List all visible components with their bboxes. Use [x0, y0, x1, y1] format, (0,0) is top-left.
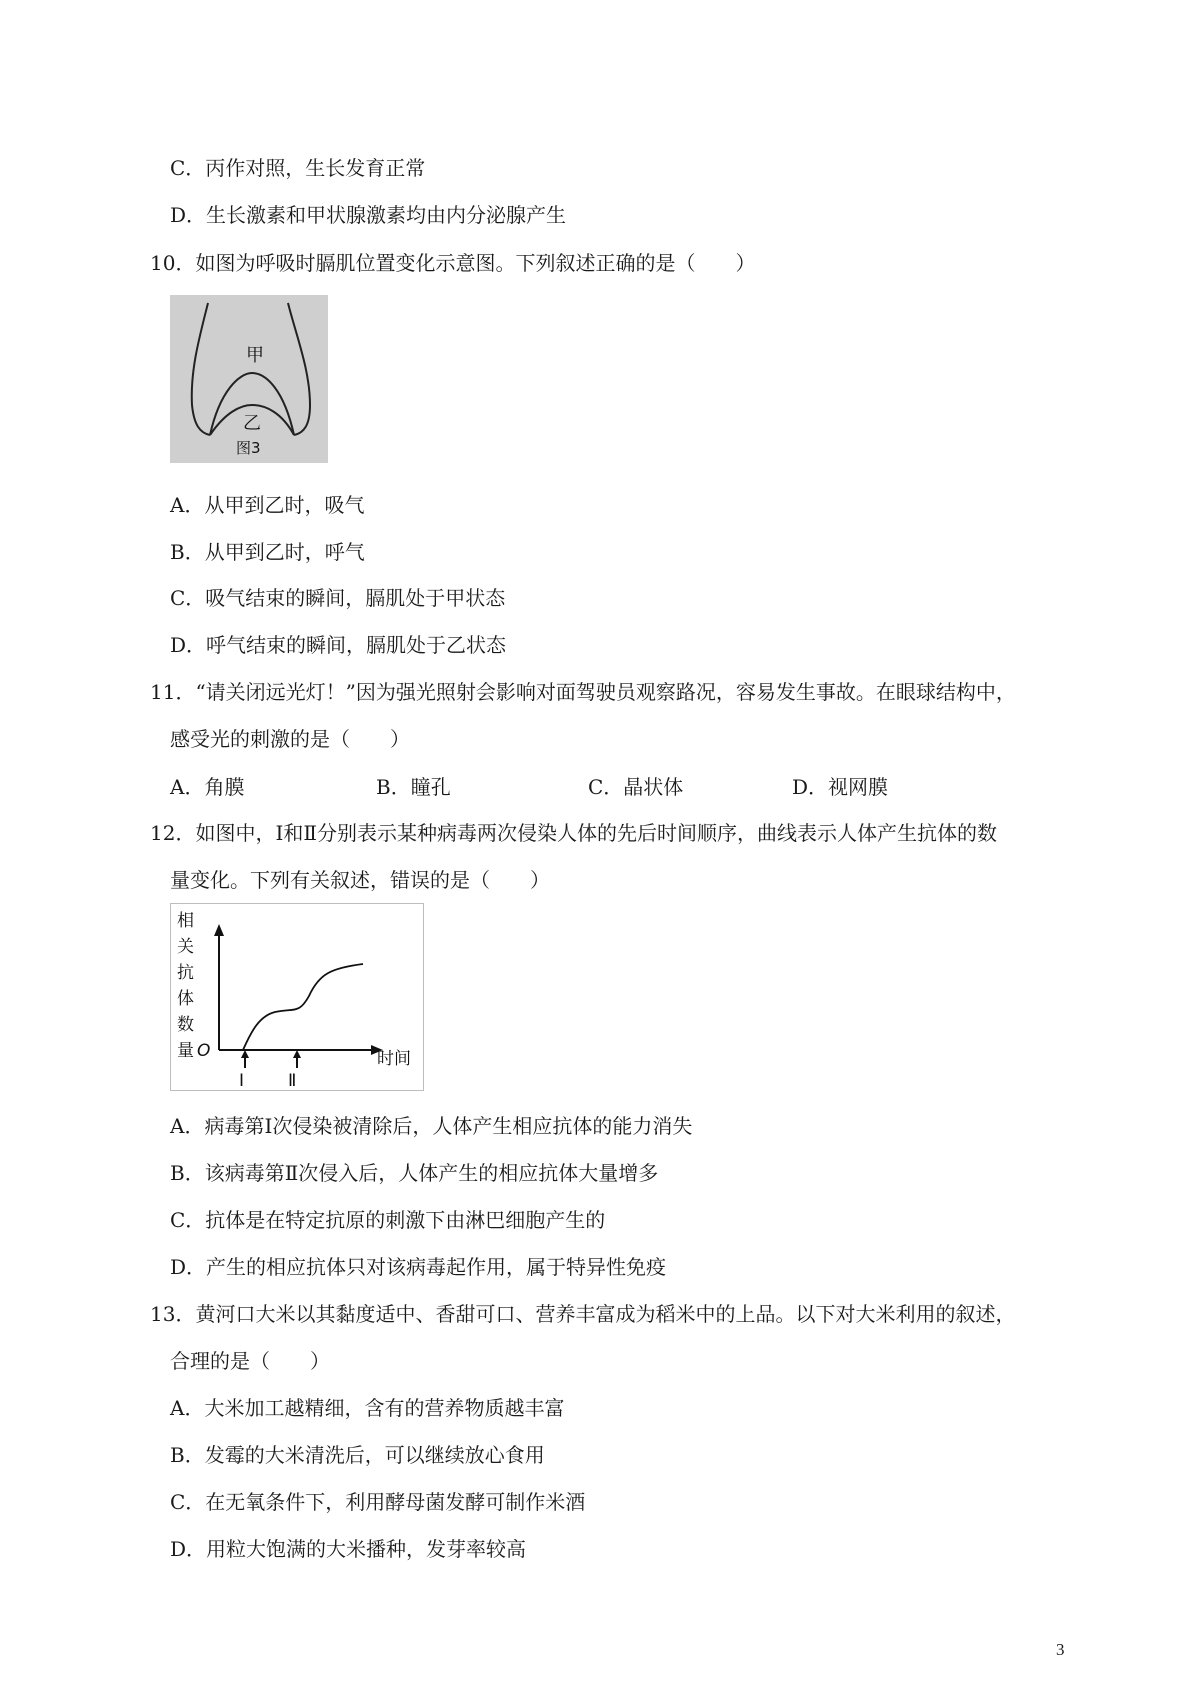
antibody-figure: [170, 903, 424, 1091]
option-line: A．从甲到乙时，吸气: [170, 493, 365, 517]
diaphragm-label-yi: 乙: [243, 413, 261, 434]
svg-text:体: 体: [177, 989, 194, 1009]
option-line: D．视网膜: [792, 775, 889, 799]
option-line: D．呼气结束的瞬间，膈肌处于乙状态: [170, 633, 507, 657]
origin-label: O: [197, 1041, 211, 1061]
question-12-stem: 12．如图中，Ⅰ和Ⅱ分别表示某种病毒两次侵染人体的先后时间顺序，曲线表示人体产生抗体的数: [150, 821, 997, 845]
marker-2-label: Ⅱ: [288, 1071, 297, 1090]
question-11-stem: 11．“请关闭远光灯！”因为强光照射会影响对面驾驶员观察路况，容易发生事故。在眼球结构中，: [150, 680, 1016, 704]
page-number: 3: [1056, 1640, 1065, 1659]
option-line: C．吸气结束的瞬间，膈肌处于甲状态: [170, 586, 506, 610]
option-line: D．生长激素和甲状腺激素均由内分泌腺产生: [170, 203, 567, 227]
option-line: B．该病毒第Ⅱ次侵入后，人体产生的相应抗体大量增多: [170, 1161, 659, 1185]
x-axis-label: 时间: [377, 1049, 411, 1069]
figure-caption: 图3: [236, 439, 261, 457]
diaphragm-label-jia: 甲: [246, 345, 264, 366]
y-axis-label: [177, 911, 194, 1061]
svg-text:相: 相: [177, 911, 194, 931]
diaphragm-figure: [170, 295, 328, 463]
question-10-stem: 10．如图为呼吸时膈肌位置变化示意图。下列叙述正确的是（ ）: [150, 251, 756, 275]
question-12-stem-cont: 量变化。下列有关叙述，错误的是（ ）: [170, 868, 550, 892]
option-line: A．角膜: [170, 775, 245, 799]
option-line: B．从甲到乙时，呼气: [170, 540, 365, 564]
option-line: C．晶状体: [588, 775, 684, 799]
marker-1-label: Ⅰ: [239, 1071, 245, 1090]
option-line: B．发霉的大米清洗后，可以继续放心食用: [170, 1443, 545, 1467]
option-line: A．病毒第Ⅰ次侵染被清除后，人体产生相应抗体的能力消失: [170, 1114, 693, 1138]
option-line: D．产生的相应抗体只对该病毒起作用，属于特异性免疫: [170, 1255, 667, 1279]
option-line: A．大米加工越精细，含有的营养物质越丰富: [170, 1396, 565, 1420]
option-line: B．瞳孔: [376, 775, 451, 799]
option-line: C．抗体是在特定抗原的刺激下由淋巴细胞产生的: [170, 1208, 606, 1232]
option-line: C．在无氧条件下，利用酵母菌发酵可制作米酒: [170, 1490, 586, 1514]
y-axis-arrow: [214, 924, 224, 936]
svg-text:数: 数: [177, 1015, 194, 1035]
antibody-curve: [243, 964, 363, 1050]
question-11-stem-cont: 感受光的刺激的是（ ）: [170, 727, 410, 751]
option-line: C．丙作对照，生长发育正常: [170, 156, 426, 180]
svg-text:关: 关: [177, 937, 194, 957]
option-line: D．用粒大饱满的大米播种，发芽率较高: [170, 1537, 527, 1561]
svg-text:量: 量: [177, 1041, 194, 1061]
question-13-stem-cont: 合理的是（ ）: [170, 1349, 330, 1373]
question-13-stem: 13．黄河口大米以其黏度适中、香甜可口、营养丰富成为稻米中的上品。以下对大米利用的叙述，: [150, 1302, 1016, 1326]
svg-text:抗: 抗: [177, 963, 194, 983]
